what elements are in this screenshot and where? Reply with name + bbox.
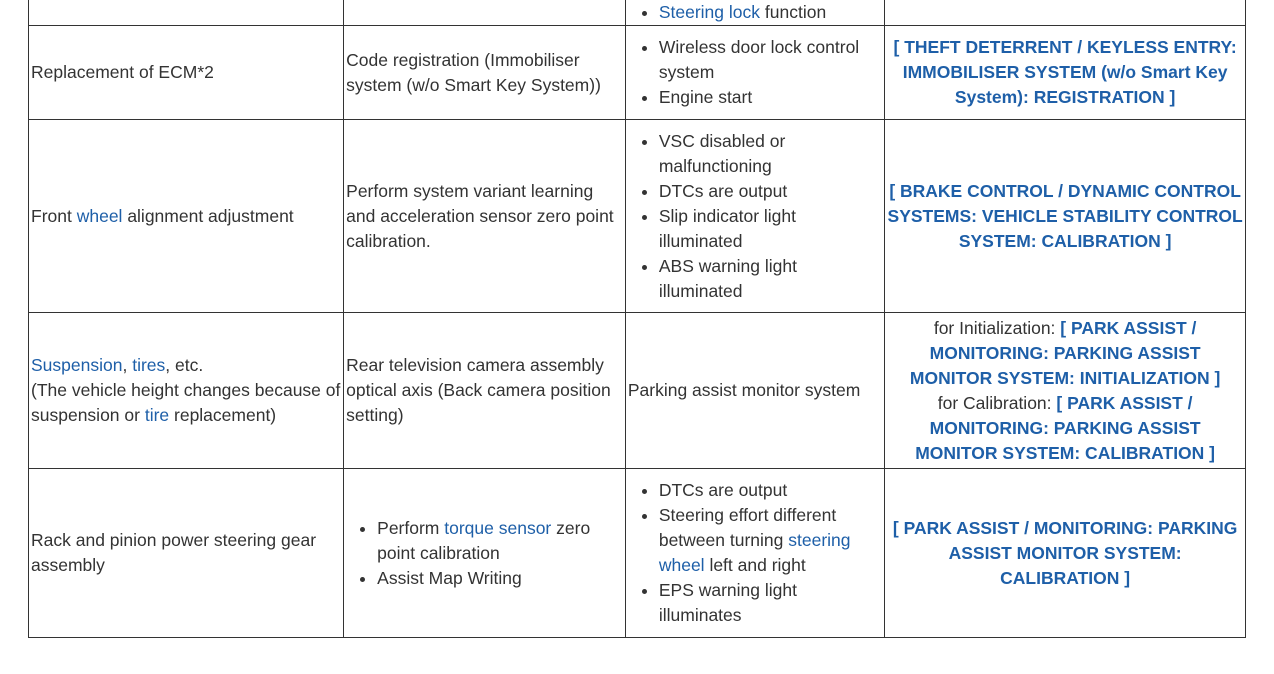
necessary-cell: Perform system variant learning and acceleration sensor zero point calibration.: [344, 120, 626, 313]
procedure-note: (The vehicle height changes because of suspension or: [31, 380, 341, 425]
procedure-table: [28, 0, 1246, 638]
tire-link[interactable]: tire: [144, 405, 170, 425]
procedure-cell: Replacement of ECM*2: [29, 26, 344, 120]
effect-list: [628, 35, 882, 110]
suspension-link[interactable]: Suspension: [31, 355, 123, 375]
procedure-text: alignment adjustment: [122, 205, 294, 226]
necessary-cell: Rear television camera assembly optical axis (Back camera position setting): [344, 313, 626, 469]
procedure-cell: [29, 0, 344, 26]
initialization-label: for Initialization:: [933, 317, 1061, 338]
parking-assist-calibration-link[interactable]: [ PARK ASSIST / MONITORING: PARKING ASSIST MONITOR SYSTEM: CALIBRATION ]: [915, 392, 1215, 463]
list-item: • DTCs are output: [659, 179, 882, 204]
list-item: • ABS warning light illuminated: [659, 254, 882, 304]
effect-list: [628, 0, 882, 25]
necessary-text: zero point calibration: [377, 517, 591, 563]
procedure-text: Front: [31, 205, 77, 226]
steering-lock-link[interactable]: Steering lock: [658, 2, 761, 22]
necessary-list: [346, 516, 623, 591]
separator-text: ,: [122, 355, 133, 375]
table-row: [29, 313, 1246, 469]
parking-assist-initialization-link[interactable]: [ PARK ASSIST / MONITORING: PARKING ASSIST MONITOR SYSTEM: INITIALIZATION ]: [909, 317, 1221, 388]
procedure-note: replacement): [169, 405, 277, 425]
effect-list: [628, 129, 882, 304]
table-row: [29, 26, 1246, 120]
effect-cell: [625, 120, 884, 313]
list-item: • Wireless door lock control system: [659, 35, 882, 85]
immobiliser-registration-link[interactable]: [ THEFT DETERRENT / KEYLESS ENTRY: IMMOBILISER SYSTEM (w/o Smart Key System): REGISTRATION ]: [893, 37, 1237, 107]
calibration-label: for Calibration:: [937, 392, 1057, 413]
etc-text: , etc.: [165, 355, 204, 375]
table-row: [29, 0, 1246, 26]
necessary-text: Perform: [377, 517, 445, 538]
tires-link[interactable]: tires: [132, 355, 166, 375]
table-row: [29, 469, 1246, 638]
steering-wheel-link[interactable]: steering wheel: [658, 530, 851, 575]
list-item: [377, 516, 623, 566]
list-item: [659, 0, 882, 25]
reference-cell: [885, 120, 1246, 313]
reference-cell: [885, 469, 1246, 638]
effect-cell: [625, 469, 884, 638]
procedure-cell: [29, 313, 344, 469]
reference-cell: [885, 26, 1246, 120]
list-item: • Assist Map Writing: [377, 566, 623, 591]
effect-text: Steering effort different between turning: [658, 505, 837, 550]
torque-sensor-link[interactable]: torque sensor: [444, 517, 552, 538]
effect-cell: [625, 26, 884, 120]
effect-text: left and right: [704, 555, 806, 575]
list-item: [659, 503, 882, 578]
procedure-cell: Rack and pinion power steering gear assembly: [29, 469, 344, 638]
list-item: • EPS warning light illuminates: [659, 578, 882, 628]
necessary-cell: [344, 0, 626, 26]
necessary-cell: Code registration (Immobiliser system (w/o Smart Key System)): [344, 26, 626, 120]
reference-cell: [885, 313, 1246, 469]
effect-cell: [625, 0, 884, 26]
list-item: • Slip indicator light illuminated: [659, 204, 882, 254]
wheel-link[interactable]: wheel: [76, 205, 123, 226]
effect-cell: Parking assist monitor system: [625, 313, 884, 469]
effect-text: function: [760, 2, 827, 22]
list-item: • Engine start: [659, 85, 882, 110]
vsc-calibration-link[interactable]: [ BRAKE CONTROL / DYNAMIC CONTROL SYSTEMS: VEHICLE STABILITY CONTROL SYSTEM: CALIBRATION ]: [887, 180, 1243, 251]
parking-assist-calibration-link[interactable]: [ PARK ASSIST / MONITORING: PARKING ASSIST MONITOR SYSTEM: CALIBRATION ]: [892, 517, 1238, 588]
effect-list: [628, 478, 882, 628]
procedure-cell: [29, 120, 344, 313]
list-item: • DTCs are output: [659, 478, 882, 503]
reference-cell: [885, 0, 1246, 26]
table-row: [29, 120, 1246, 313]
list-item: • VSC disabled or malfunctioning: [659, 129, 882, 179]
necessary-cell: [344, 469, 626, 638]
